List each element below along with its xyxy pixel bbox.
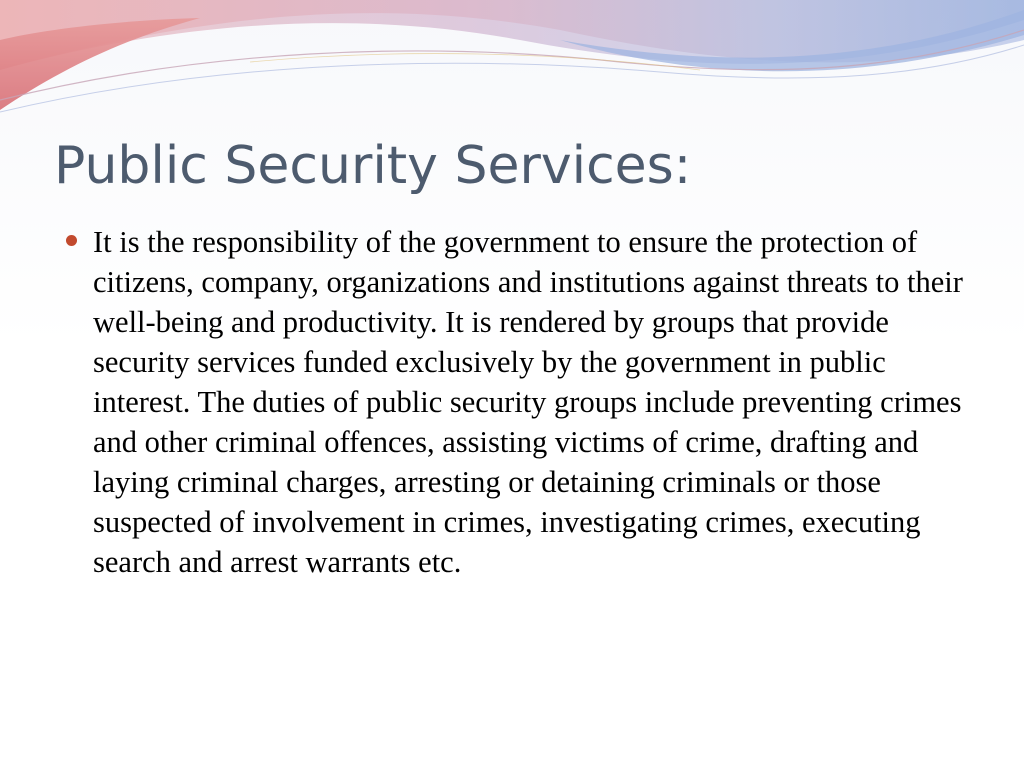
bullet-list <box>64 222 964 582</box>
bullet-item <box>64 222 964 582</box>
bullet-dot-icon <box>66 235 77 246</box>
slide-title: Public Security Services: <box>54 136 692 196</box>
decorative-wave-header <box>0 0 1024 130</box>
bullet-text: It is the responsibility of the government to ensure the protection of citizens, company, organizations and institutions against threats to their well-being and productivity. It is rendered by groups that provide security services funded exclusively by the government in public interest. The duties of public security groups include preventing crimes and other criminal offences, assisting victims of crime, drafting and laying criminal charges, arresting or detaining criminals or those suspected of involvement in crimes, investigating crimes, executing search and arrest warrants etc. <box>93 225 963 579</box>
